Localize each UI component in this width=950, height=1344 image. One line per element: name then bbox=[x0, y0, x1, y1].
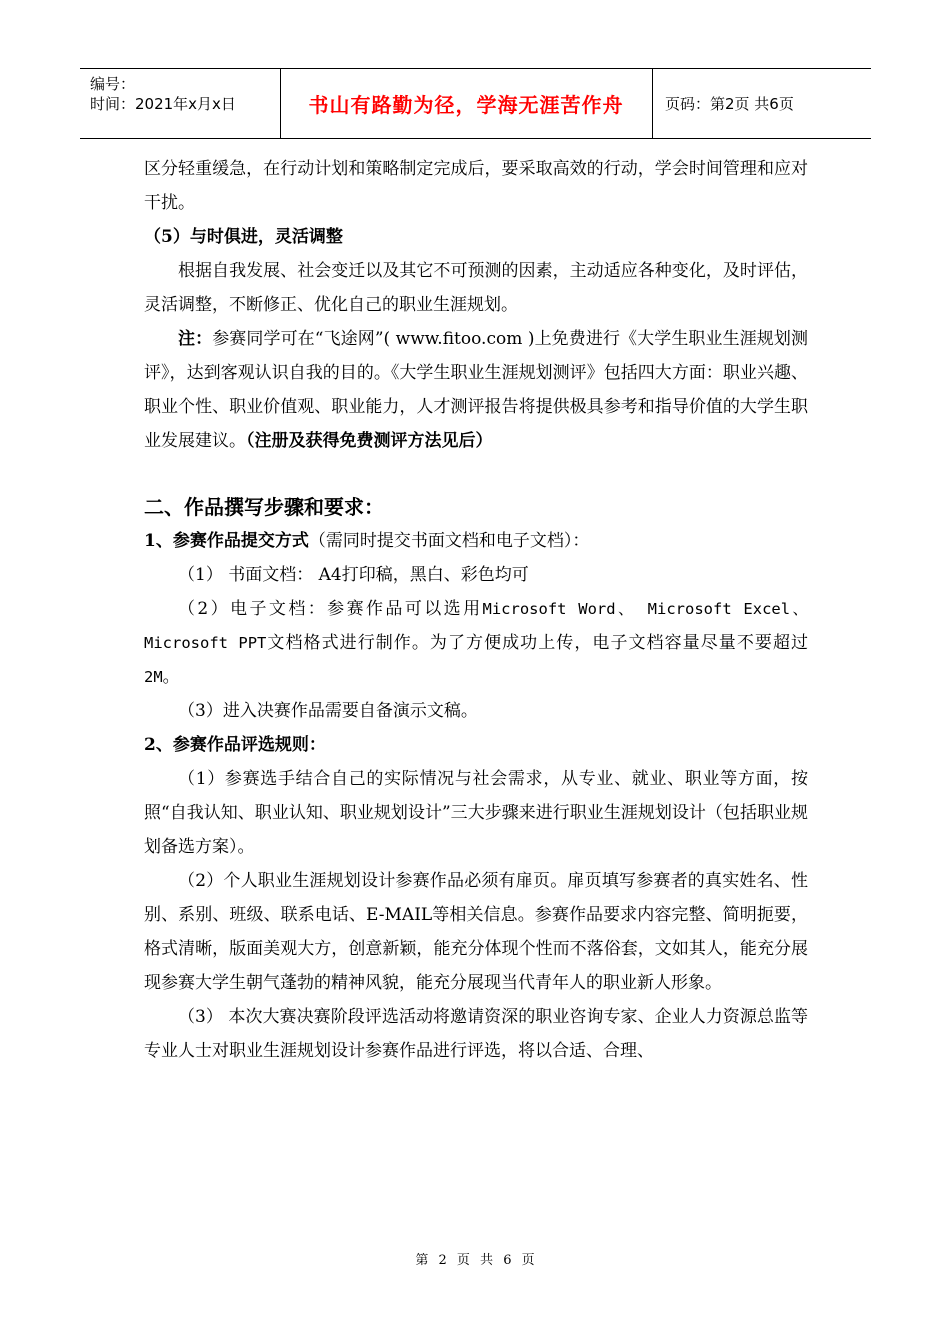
subsection-note: （需同时提交书面文档和电子文档）： bbox=[308, 531, 590, 551]
list-item: （3） 本次大赛决赛阶段评选活动将邀请资深的职业咨询专家、企业人力资源总监等专业人士对职业生涯规划设计参赛作品进行评选，将以合适、合理、 bbox=[144, 1007, 808, 1061]
item-mono-text: Microsoft Word、 Microsoft Excel、Microsoft PPT bbox=[144, 600, 808, 652]
section-title: 二、作品撰写步骤和要求： bbox=[144, 495, 384, 519]
page-header bbox=[80, 68, 871, 139]
note-text: 参赛同学可在“飞途网”( www.fitoo.com )上免费进行《大学生职业生涯规划测评》，达到客观认识自我的目的。《大学生职业生涯规划测评》包括四大方面：职业兴趣、职业个性、职业价值观、职业能力，人才测评报告将提供极具参考和指导价值的大学生职业发展建议。 bbox=[144, 329, 809, 451]
document-time: 时间：2021年x月x日 bbox=[90, 95, 236, 113]
note-label: 注： bbox=[178, 329, 213, 349]
list-item: （1）参赛选手结合自己的实际情况与社会需求，从专业、就业、职业等方面，按照“自我认知、职业认知、职业规划设计”三大步骤来进行职业生涯规划设计（包括职业规划备选方案）。 bbox=[144, 769, 808, 857]
document-number: 编号： bbox=[90, 75, 136, 93]
list-item: （3）进入决赛作品需要自备演示文稿。 bbox=[178, 701, 478, 721]
item-text: 文档格式进行制作。为了方便成功上传，电子文档容量尽量不要超过 bbox=[266, 633, 808, 653]
header-page-number: 页码：第2页 共6页 bbox=[665, 95, 794, 113]
paragraph: 区分轻重缓急，在行动计划和策略制定完成后，要采取高效的行动，学会时间管理和应对干扰。 bbox=[144, 159, 808, 213]
list-item bbox=[144, 592, 808, 694]
header-motto: 书山有路勤为径，学海无涯苦作舟 bbox=[308, 93, 624, 117]
document-body bbox=[144, 152, 808, 1068]
note-bold: （注册及获得免费测评方法见后） bbox=[246, 431, 493, 451]
item-text: （2）电子文档：参赛作品可以选用 bbox=[178, 599, 483, 619]
list-item: （2）个人职业生涯规划设计参赛作品必须有扉页。扉页填写参赛者的真实姓名、性别、系别、班级、联系电话、E-MAIL等相关信息。参赛作品要求内容完整、简明扼要，格式清晰，版面美观大方，创意新颖，能充分体现个性而不落俗套，文如其人，能充分展现参赛大学生朝气蓬勃的精神风貌，能充分展现当代青年人的职业新人形象。 bbox=[144, 871, 808, 993]
item-mono-text: 2M bbox=[144, 668, 163, 686]
header-divider bbox=[652, 69, 653, 138]
paragraph: 根据自我发展、社会变迁以及其它不可预测的因素，主动适应各种变化，及时评估，灵活调整，不断修正、优化自己的职业生涯规划。 bbox=[144, 261, 808, 315]
note-paragraph bbox=[144, 322, 808, 458]
header-meta bbox=[80, 69, 280, 138]
subsection-label: 1、参赛作品提交方式 bbox=[144, 531, 309, 551]
list-item: （1） 书面文档： A4打印稿，黑白、彩色均可 bbox=[178, 565, 529, 585]
item-text: 。 bbox=[162, 667, 180, 687]
subsection-title: 2、参赛作品评选规则： bbox=[144, 735, 326, 755]
subsection-title bbox=[144, 524, 808, 558]
subheading: （5）与时俱进，灵活调整 bbox=[144, 227, 343, 247]
page-footer: 第 2 页 共 6 页 bbox=[415, 1253, 535, 1268]
